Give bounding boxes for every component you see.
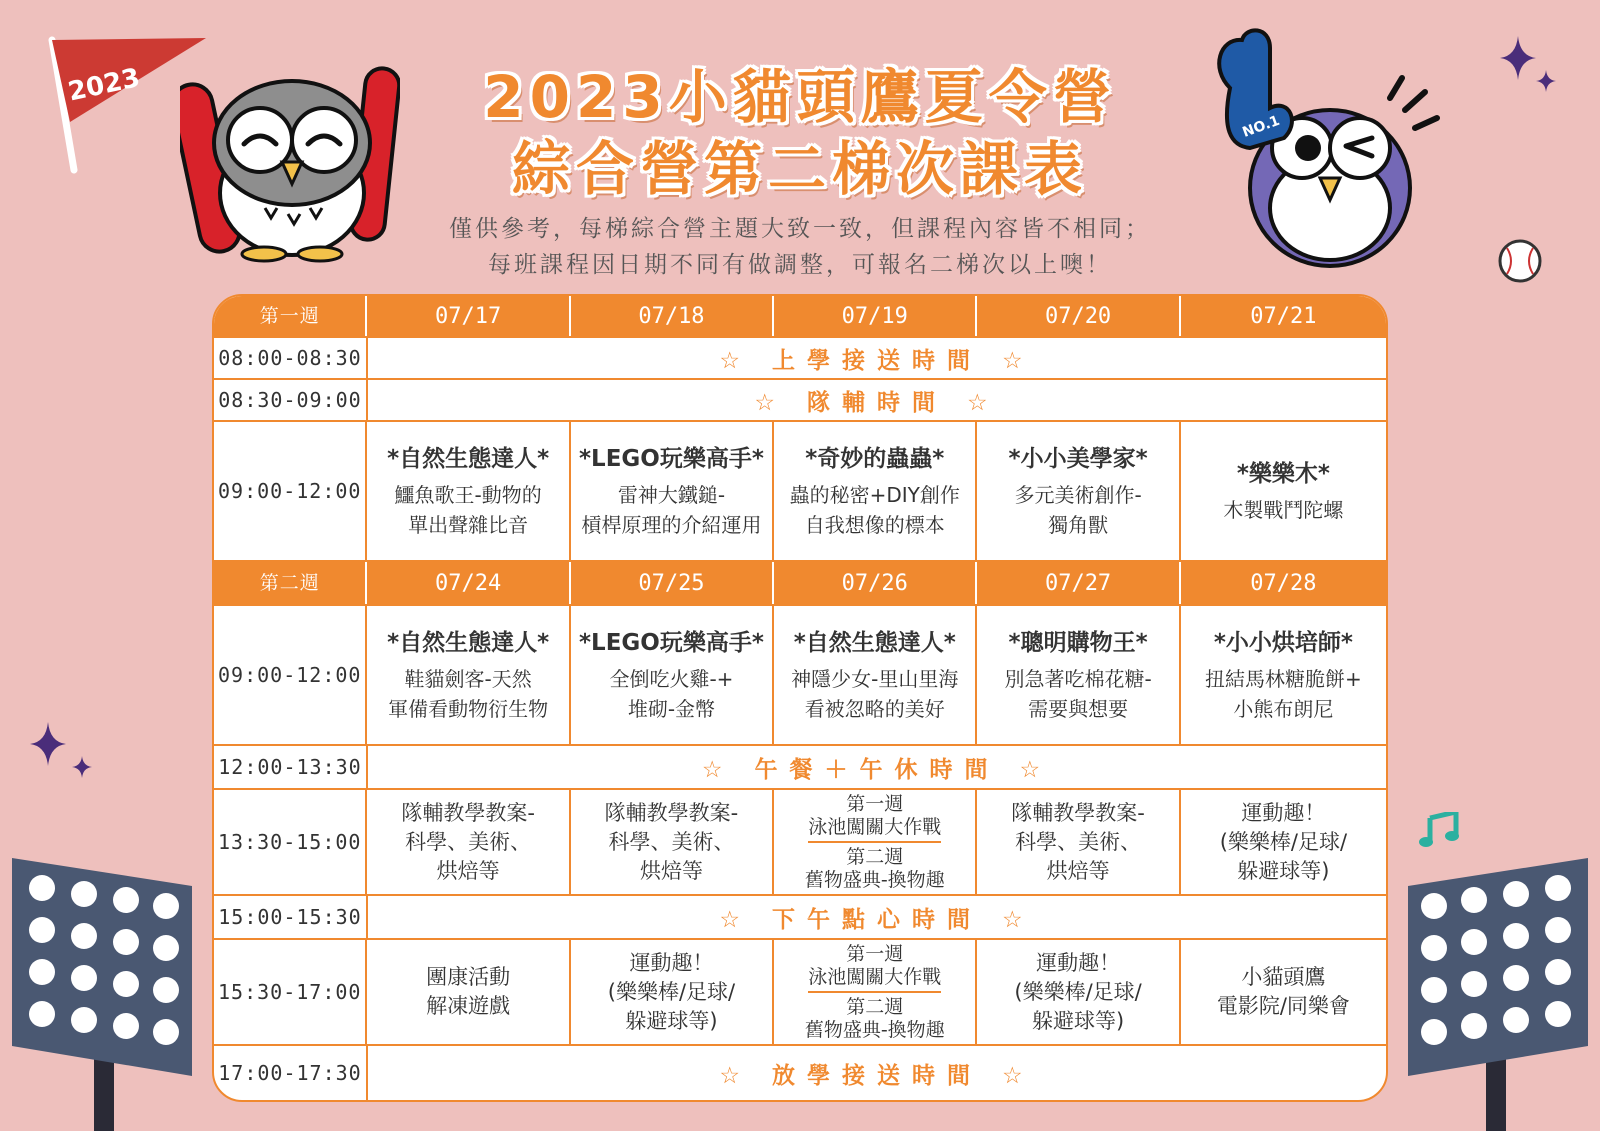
- date-cell: 07/18: [571, 296, 774, 336]
- split-activity-cell: [774, 790, 977, 894]
- stadium-light-icon: [1408, 858, 1588, 1131]
- date-cell: 07/21: [1250, 303, 1317, 329]
- activity-line: 運動趣！: [629, 950, 714, 975]
- activity-cell: [977, 940, 1180, 1044]
- split-bottom: [805, 993, 945, 1044]
- activity-cell: [1181, 940, 1386, 1044]
- snack-label: ☆ 下午點心時間 ☆: [719, 906, 1035, 933]
- week2-morning-row: [214, 606, 1386, 746]
- activity-cell: [367, 790, 570, 894]
- date-cell: 07/25: [571, 562, 774, 604]
- week1-label: 第一週: [214, 296, 367, 336]
- activity-cell: [571, 940, 774, 1044]
- activity-line: 第一週: [846, 792, 904, 815]
- activity-line: (樂樂棒/足球/: [607, 979, 736, 1004]
- afternoon1-row: [214, 790, 1386, 896]
- activity-title: *LEGO玩樂高手*: [579, 630, 764, 656]
- activity-title: *奇妙的蟲蟲*: [805, 446, 945, 472]
- activity-cell: [1181, 422, 1386, 560]
- activity-line: 第二週: [846, 845, 904, 868]
- activity-cell: [367, 940, 570, 1044]
- pickup-pm-row: [214, 1046, 1386, 1100]
- activity-title: *自然生態達人*: [793, 630, 956, 656]
- snack-row: [214, 896, 1386, 940]
- activity-line: (樂樂棒/足球/: [1219, 829, 1348, 854]
- time-cell: 15:30-17:00: [214, 940, 367, 1044]
- split-top: [808, 790, 941, 843]
- activity-line: 科學、美術、: [608, 829, 735, 854]
- music-note-icon: [1418, 812, 1460, 848]
- activity-line: 運動趣！: [1241, 800, 1326, 825]
- activity-desc: 堆砌-金幣: [627, 697, 716, 721]
- activity-cell: [367, 422, 570, 560]
- date-cell: 07/24: [367, 562, 570, 604]
- activity-desc: 槓桿原理的介紹運用: [581, 513, 762, 537]
- activity-desc: 別急著吃棉花糖-: [1004, 667, 1152, 691]
- page-title-line2: 綜合營第二梯次課表: [511, 135, 1088, 203]
- time-cell: 08:30-09:00: [214, 380, 368, 420]
- activity-line: 運動趣！: [1036, 950, 1121, 975]
- activity-desc: 軍備看動物衍生物: [388, 697, 549, 721]
- activity-cell: [571, 422, 774, 560]
- activity-desc: 木製戰鬥陀螺: [1223, 498, 1344, 522]
- activity-line: 舊物盛典-換物趣: [804, 868, 945, 891]
- activity-line: 解凍遊戲: [426, 994, 511, 1018]
- date-cell: 07/26: [774, 562, 977, 604]
- activity-desc: 自我想像的標本: [804, 513, 945, 537]
- activity-line: (樂樂棒/足球/: [1014, 979, 1142, 1004]
- date-cell: 07/28: [1250, 570, 1317, 596]
- activity-desc: 雷神大鐵鎚-: [617, 483, 726, 507]
- activity-line: 隊輔教學教案-: [1011, 800, 1145, 825]
- activity-line: 躲避球等): [1031, 1008, 1125, 1033]
- activity-line: 烘焙等: [436, 858, 500, 883]
- subtitle-line2: 每班課程因日期不同有做調整，可報名二梯次以上噢！: [488, 252, 1112, 278]
- time-cell: 08:00-08:30: [214, 338, 368, 378]
- time-cell: 09:00-12:00: [214, 606, 367, 744]
- activity-title: *自然生態達人*: [387, 630, 550, 656]
- flag-text: 2023: [65, 63, 143, 108]
- activity-line: 烘焙等: [639, 858, 703, 883]
- activity-cell: [1181, 606, 1386, 744]
- activity-title: *聰明購物王*: [1008, 630, 1148, 656]
- activity-line: 科學、美術、: [405, 829, 532, 854]
- activity-line: 躲避球等): [625, 1008, 718, 1033]
- activity-line: 團康活動: [426, 965, 511, 989]
- activity-title: *LEGO玩樂高手*: [579, 446, 764, 472]
- time-cell: 17:00-17:30: [214, 1046, 368, 1100]
- activity-line: 泳池闖關大作戰: [808, 965, 942, 988]
- activity-desc: 獨角獸: [1048, 513, 1109, 537]
- date-cell: 07/27: [977, 562, 1180, 604]
- time-cell: 13:30-15:00: [214, 790, 367, 894]
- activity-line: 電影院/同樂會: [1216, 994, 1350, 1018]
- activity-cell: [1181, 790, 1386, 894]
- schedule-table: [212, 294, 1388, 1102]
- activity-line: 舊物盛典-換物趣: [804, 1018, 945, 1041]
- afternoon2-row: [214, 940, 1386, 1046]
- activity-line: 科學、美術、: [1015, 829, 1142, 854]
- split-activity-cell: [774, 940, 977, 1044]
- date-cell: 07/19: [774, 296, 977, 336]
- activity-title: *自然生態達人*: [387, 446, 550, 472]
- activity-desc: 需要與想要: [1028, 697, 1129, 721]
- activity-desc: 小熊布朗尼: [1233, 697, 1334, 721]
- activity-desc: 鞋貓劍客-天然: [404, 667, 532, 691]
- counselor-label: ☆ 隊輔時間 ☆: [754, 389, 1000, 416]
- page-title-line1: 2023小貓頭鷹夏令營: [483, 63, 1117, 131]
- activity-line: 第一週: [846, 942, 904, 965]
- activity-line: 泳池闖關大作戰: [808, 815, 942, 838]
- activity-cell: [774, 606, 977, 744]
- week2-label: 第二週: [214, 562, 367, 604]
- activity-title: *小小烘培師*: [1213, 630, 1353, 656]
- stadium-light-icon: [12, 858, 192, 1131]
- week1-header-row: [214, 296, 1386, 338]
- time-cell: 09:00-12:00: [214, 422, 367, 560]
- activity-cell: [571, 790, 774, 894]
- date-cell: 07/17: [367, 296, 570, 336]
- activity-cell: [367, 606, 570, 744]
- activity-line: 隊輔教學教案-: [401, 800, 535, 825]
- activity-desc: 神隱少女-里山里海: [791, 667, 959, 691]
- date-cell: 07/20: [977, 296, 1180, 336]
- activity-desc: 全倒吃火雞-+: [609, 667, 734, 691]
- activity-desc: 多元美術創作-: [1014, 483, 1142, 507]
- activity-cell: [977, 606, 1180, 744]
- activity-line: 烘焙等: [1046, 858, 1110, 883]
- activity-desc: 單出聲雜比音: [408, 513, 529, 537]
- split-top: [808, 940, 941, 993]
- activity-desc: 鱷魚歌王-動物的: [394, 483, 542, 507]
- activity-title: *樂樂木*: [1236, 461, 1330, 487]
- lunch-label: ☆ 午餐＋午休時間 ☆: [701, 756, 1053, 783]
- sparkle-icon: [30, 722, 100, 792]
- activity-line: 隊輔教學教案-: [604, 800, 739, 825]
- foam-hand-text: NO.1: [1240, 112, 1282, 141]
- time-cell: 15:00-15:30: [214, 896, 368, 938]
- activity-desc: 扭結馬林糖脆餅+: [1205, 667, 1362, 691]
- activity-cell: [977, 790, 1180, 894]
- activity-title: *小小美學家*: [1008, 446, 1148, 472]
- activity-desc: 看被忽略的美好: [804, 697, 945, 721]
- activity-line: 躲避球等): [1237, 858, 1330, 883]
- week2-header-row: [214, 562, 1386, 606]
- pickup-am-row: [214, 338, 1386, 380]
- lunch-row: [214, 746, 1386, 790]
- activity-line: 小貓頭鷹: [1241, 965, 1326, 989]
- subtitle-line1: 僅供參考，每梯綜合營主題大致一致，但課程內容皆不相同；: [449, 216, 1151, 242]
- activity-cell: [977, 422, 1180, 560]
- pickup-am-label: ☆ 上學接送時間 ☆: [719, 347, 1035, 374]
- week1-morning-row: [214, 422, 1386, 562]
- split-bottom: [805, 843, 945, 894]
- activity-cell: [571, 606, 774, 744]
- time-cell: 12:00-13:30: [214, 746, 368, 788]
- activity-cell: [774, 422, 977, 560]
- counselor-row: [214, 380, 1386, 422]
- activity-desc: 蟲的秘密+DIY創作: [789, 483, 960, 507]
- pickup-pm-label: ☆ 放學接送時間 ☆: [719, 1062, 1035, 1089]
- activity-line: 第二週: [846, 995, 904, 1018]
